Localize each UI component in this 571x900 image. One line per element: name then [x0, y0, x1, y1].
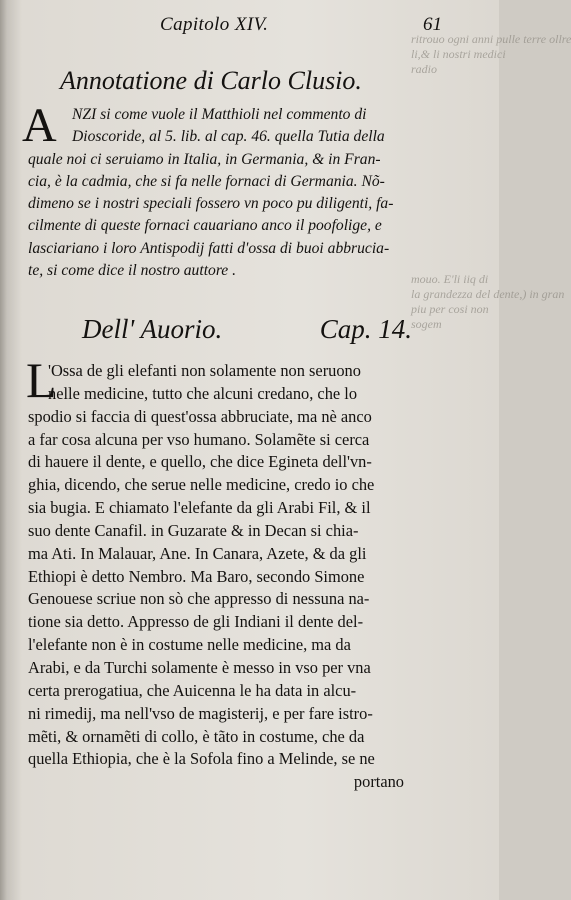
text-line: Arabi, e da Turchi solamente è messo in vso per vna [28, 657, 371, 677]
section-heading [82, 314, 412, 350]
section-title: Dell' Auorio. [82, 314, 223, 344]
text-line: quale noi ci seruiamo in Italia, in Germania, & in Fran- [28, 150, 381, 168]
annotation-paragraph [28, 104, 468, 282]
text-line: 'Ossa de gli elefanti non solamente non seruono [48, 361, 361, 380]
text-line: quella Ethiopia, che è la Sofola fino a Melinde, se ne [28, 749, 375, 769]
text-line: nelle medicine, tutto che alcuni credano, che lo [48, 383, 358, 403]
drop-cap-a: A [22, 99, 57, 152]
drop-cap-l: L [26, 352, 57, 408]
text-line: cilmente di queste fornaci cauariano anco il poofolige, e [28, 217, 382, 235]
text-line: a far cosa alcuna per vso humano. Solamẽte si cerca [28, 429, 370, 449]
text-line: ni rimedij, ma nell'vso de magisterij, e per fare istro- [28, 703, 373, 723]
bleed-line: ritrouo ogni anni pulle terre ollre [411, 32, 571, 46]
bleed-through-mid [411, 272, 565, 354]
text-line: suo dente Canafil. in Guzarate & in Decan si chia- [28, 520, 359, 540]
bleed-line: mouo. E'li iiq di [411, 272, 489, 286]
text-line: mẽti, & ornamẽti di collo, è tãto in costume, che da [28, 726, 365, 746]
bleed-line: li,& li nostri medici [411, 47, 506, 61]
text-line: certa prerogatiua, che Auicenna le ha data in alcu- [28, 680, 357, 700]
text-line: Ethiopi è detto Nembro. Ma Baro, secondo Simone [28, 566, 365, 586]
text-line: spodio si faccia di quest'ossa abbruciate, ma nè anco [28, 406, 372, 426]
text-line: cia, è la cadmia, che si fa nelle fornaci di Germania. Nõ- [28, 172, 385, 190]
text-line: ma Ati. In Malauar, Ane. In Canara, Azete, & da gli [28, 543, 367, 563]
text-line: Genouese scriue non sò che appresso di nessuna na- [28, 589, 370, 609]
text-line: dimeno se i nostri speciali fossero vn poco pu diligenti, fa- [28, 195, 394, 213]
bleed-line: radio [411, 62, 438, 76]
text-line: sia bugia. E chiamato l'elefante da gli Arabi Fil, & il [28, 498, 371, 518]
text-line: te, si come dice il nostro auttore . [28, 262, 237, 280]
text-line: di hauere il dente, e quello, che dice Egineta dell'vn- [28, 452, 372, 472]
catchword: portano [353, 772, 404, 792]
chapter-number: Cap. 14. [319, 314, 412, 344]
text-line: Dioscoride, al 5. lib. al cap. 46. quella Tutia della [72, 128, 385, 146]
text-line: lasciariano i loro Antispodij fatti d'ossa di buoi abbrucia- [28, 239, 390, 257]
text-line: NZI si come vuole il Matthioli nel commento di [72, 106, 367, 123]
page-number: 61 [423, 14, 442, 35]
bleed-line: la grandezza del dente,) in gran [411, 287, 565, 301]
text-line: l'elefante non è in costume nelle medicine, ma da [28, 635, 351, 655]
running-header [160, 14, 442, 38]
bleed-line: sogem [411, 317, 442, 331]
chapter-heading: Capitolo XIV. [160, 14, 269, 35]
annotation-title: Annotatione di Carlo Clusio. [60, 66, 362, 95]
body-paragraph [28, 360, 474, 794]
bleed-line: piu per cosi non [411, 302, 489, 316]
text-line: tione sia detto. Appresso de gli Indiani il dente del- [28, 612, 364, 632]
text-line: ghia, dicendo, che serue nelle medicine, credo io che [28, 475, 375, 495]
